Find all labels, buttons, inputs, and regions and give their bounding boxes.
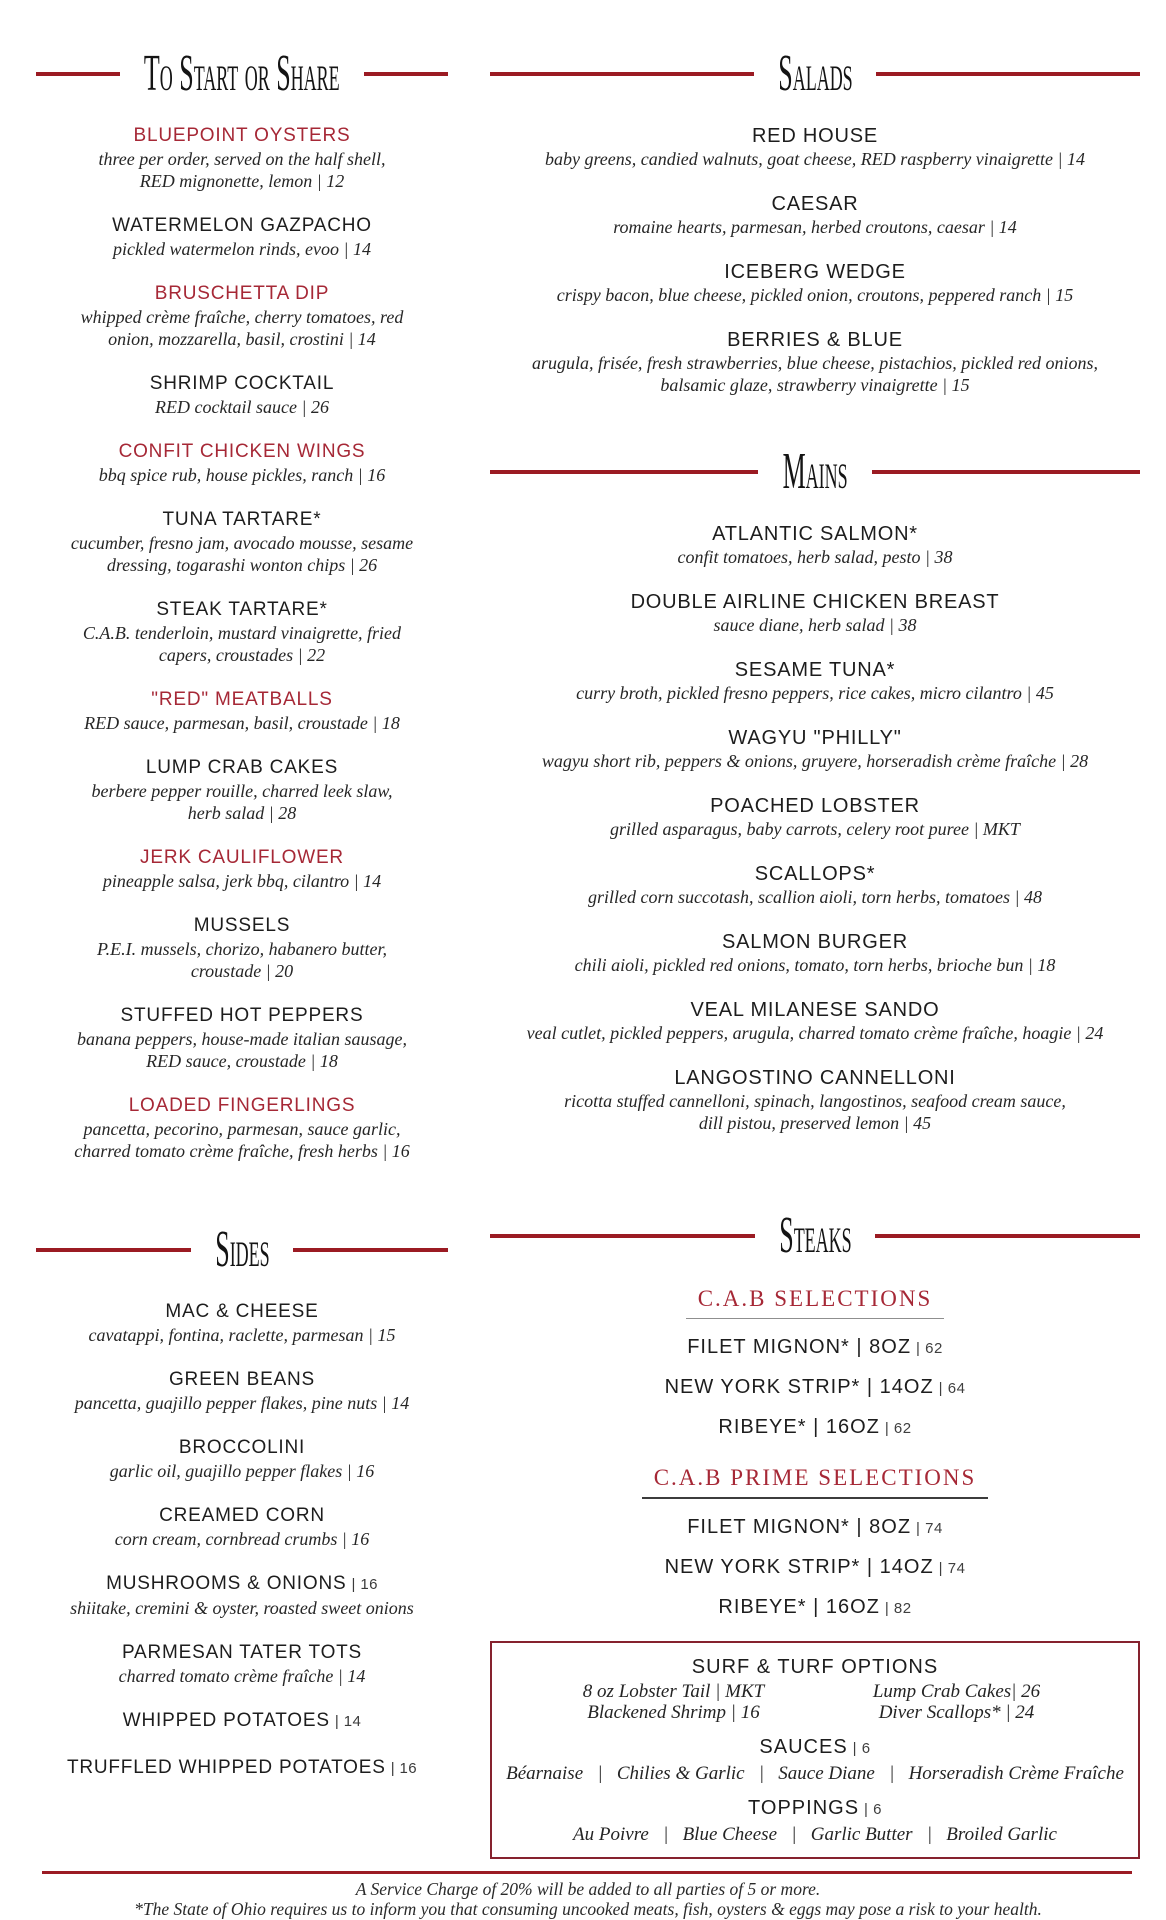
item-description (490, 750, 1140, 772)
item-name-text: STEAK TARTARE* (156, 599, 328, 620)
steak-item (490, 1415, 1140, 1441)
item-description (36, 396, 448, 418)
item-desc-line: RED sauce, croustade | 18 (146, 1051, 338, 1071)
section-steaks (490, 1207, 1140, 1859)
steak-list (490, 1335, 1140, 1441)
item-name-text: WATERMELON GAZPACHO (112, 215, 372, 236)
item-desc-line: three per order, served on the half shell, (98, 149, 386, 169)
item-description (490, 682, 1140, 704)
toppings-price: | 6 (864, 1801, 882, 1818)
item-name-text: BERRIES & BLUE (727, 329, 903, 351)
item-name (490, 726, 1140, 750)
item-desc-line: shiitake, cremini & oyster, roasted sweet onions (70, 1598, 414, 1618)
item-desc-line: garlic oil, guajillo pepper flakes | 16 (109, 1461, 375, 1481)
item-desc-line: pineapple salsa, jerk bbq, cilantro | 14 (102, 871, 382, 891)
item-desc-line: P.E.I. mussels, chorizo, habanero butter, (97, 939, 387, 959)
item-name-text: SALMON BURGER (722, 931, 908, 953)
item-name-text: POACHED LOBSTER (710, 795, 920, 817)
item-desc-line: banana peppers, house-made italian sausage, (77, 1029, 407, 1049)
item-desc-line: pancetta, guajillo pepper flakes, pine nuts | 14 (74, 1393, 410, 1413)
section-header (490, 1207, 1140, 1264)
item-list (36, 1300, 448, 1781)
item-name-text: MUSHROOMS & ONIONS (106, 1573, 347, 1594)
section-header (490, 443, 1140, 500)
section-title: Steaks (778, 1207, 852, 1264)
item-desc-line: herb salad | 28 (187, 803, 297, 823)
item-name-text: MUSSELS (193, 915, 291, 936)
steak-price: | 82 (884, 1600, 912, 1617)
toppings-title-text: TOPPINGS (748, 1797, 860, 1819)
menu-item (36, 1300, 448, 1346)
item-description (36, 238, 448, 260)
surf-turf-box (490, 1641, 1140, 1859)
item-desc-line: dressing, togarashi wonton chips | 26 (106, 555, 378, 575)
surf-turf-title: SURF & TURF OPTIONS (691, 1656, 939, 1678)
item-desc-line: grilled asparagus, baby carrots, celery root puree | MKT (610, 819, 1020, 839)
item-description (490, 284, 1140, 306)
header-rule-left (490, 1234, 755, 1238)
section-header (36, 1221, 448, 1278)
steak-item (490, 1335, 1140, 1361)
item-name-text: VEAL MILANESE SANDO (690, 999, 940, 1021)
item-desc-line: C.A.B. tenderloin, mustard vinaigrette, fried (82, 623, 402, 643)
item-description (36, 148, 448, 192)
menu-item (490, 124, 1140, 170)
steak-name: RIBEYE* | 16OZ (718, 1416, 880, 1438)
cab-selections-group (490, 1286, 1140, 1441)
item-name (36, 846, 448, 870)
item-description (36, 622, 448, 666)
item-desc-line: arugula, frisée, fresh strawberries, blue cheese, pistachios, pickled red onions, (531, 353, 1099, 373)
right-column (490, 45, 1140, 1859)
item-name (36, 508, 448, 532)
item-name (36, 282, 448, 306)
item-desc-line: grilled corn succotash, scallion aioli, torn herbs, tomatoes | 48 (588, 887, 1042, 907)
cab-prime-selections-heading: C.A.B PRIME SELECTIONS (642, 1465, 989, 1499)
item-description (36, 306, 448, 350)
item-name (36, 1641, 448, 1665)
cab-prime-selections-group (490, 1465, 1140, 1621)
section-title: Mains (782, 443, 848, 500)
section-header (36, 45, 448, 102)
menu-item (36, 214, 448, 260)
surf-turf-options (502, 1681, 1128, 1723)
item-name (36, 688, 448, 712)
item-desc-line: cavatappi, fontina, raclette, parmesan | 15 (88, 1325, 396, 1345)
item-name (490, 260, 1140, 284)
item-name-text: BROCCOLINI (178, 1437, 306, 1458)
steak-list (490, 1515, 1140, 1621)
item-description (490, 954, 1140, 976)
item-name (36, 914, 448, 938)
item-desc-line: bbq spice rub, house pickles, ranch | 16 (98, 465, 386, 485)
item-desc-line: charred tomato crème fraîche, fresh herbs | 16 (74, 1141, 410, 1161)
item-name (490, 794, 1140, 818)
header-rule-right (364, 72, 448, 76)
item-name-text: LANGOSTINO CANNELLONI (674, 1067, 956, 1089)
item-name (490, 192, 1140, 216)
menu-item (36, 598, 448, 666)
sauces-price: | 6 (852, 1740, 871, 1757)
section-salads (490, 45, 1140, 396)
steak-item (490, 1555, 1140, 1581)
section-title: Salads (777, 45, 853, 102)
menu-item (36, 1436, 448, 1482)
footer (36, 1879, 1140, 1919)
footer-service-charge: A Service Charge of 20% will be added to all parties of 5 or more. (355, 1878, 821, 1899)
item-name-text: PARMESAN TATER TOTS (121, 1642, 363, 1663)
header-rule-left (36, 72, 120, 76)
menu-item (490, 862, 1140, 908)
steak-name: RIBEYE* | 16OZ (718, 1596, 880, 1618)
menu-item (36, 914, 448, 982)
item-desc-line: cucumber, fresno jam, avocado mousse, sesame (70, 533, 414, 553)
menu-item (36, 1004, 448, 1072)
header-rule-right (872, 470, 1140, 474)
item-name (36, 124, 448, 148)
item-description (490, 818, 1140, 840)
header-rule-left (490, 72, 754, 76)
menu-item (36, 1504, 448, 1550)
item-description (36, 780, 448, 824)
surf-turf-option: Lump Crab Cakes| 26 (872, 1681, 1041, 1702)
item-name-text: TUNA TARTARE* (162, 509, 322, 530)
item-name (36, 1300, 448, 1324)
menu-item (36, 846, 448, 892)
item-name (490, 862, 1140, 886)
steak-item (490, 1515, 1140, 1541)
item-name (36, 440, 448, 464)
menu-item (490, 590, 1140, 636)
steak-price: | 74 (938, 1560, 966, 1577)
item-name-text: JERK CAULIFLOWER (140, 847, 344, 868)
item-desc-line: whipped crème fraîche, cherry tomatoes, red (80, 307, 404, 327)
item-name (490, 522, 1140, 546)
item-description (490, 546, 1140, 568)
item-name (490, 998, 1140, 1022)
surf-turf-row (532, 1681, 1098, 1702)
item-name-text: "RED" MEATBALLS (151, 689, 333, 710)
steak-name: FILET MIGNON* | 8OZ (687, 1336, 912, 1358)
header-rule-right (293, 1248, 448, 1252)
item-name (36, 1709, 448, 1734)
item-desc-line: confit tomatoes, herb salad, pesto | 38 (677, 547, 953, 567)
item-name (490, 658, 1140, 682)
item-description (36, 1460, 448, 1482)
item-name-text: ICEBERG WEDGE (724, 261, 906, 283)
item-description (490, 148, 1140, 170)
menu-item (490, 930, 1140, 976)
cab-selections-heading: C.A.B SELECTIONS (686, 1286, 945, 1319)
sauces-title (502, 1735, 1128, 1761)
menu-item (490, 260, 1140, 306)
menu-item (36, 124, 448, 192)
item-description (36, 532, 448, 576)
item-description (36, 1118, 448, 1162)
item-name (490, 328, 1140, 352)
item-name-text: CONFIT CHICKEN WINGS (118, 441, 366, 462)
item-desc-line: curry broth, pickled fresno peppers, rice cakes, micro cilantro | 45 (576, 683, 1054, 703)
menu-item (490, 1066, 1140, 1134)
item-name (36, 1368, 448, 1392)
item-desc-line: baby greens, candied walnuts, goat cheese, RED raspberry vinaigrette | 14 (544, 149, 1085, 169)
menu-item (36, 372, 448, 418)
item-desc-line: pickled watermelon rinds, evoo | 14 (113, 239, 371, 259)
header-rule-left (490, 470, 758, 474)
item-desc-line: ricotta stuffed cannelloni, spinach, langostinos, seafood cream sauce, (564, 1091, 1066, 1111)
item-price: | 16 (351, 1576, 378, 1593)
steak-price: | 62 (916, 1340, 943, 1357)
item-desc-line: RED mignonette, lemon | 12 (139, 171, 345, 191)
menu-item (36, 1709, 448, 1734)
item-desc-line: wagyu short rib, peppers & onions, gruyere, horseradish crème fraîche | 28 (541, 751, 1089, 771)
menu-item (36, 1094, 448, 1162)
item-description (36, 1528, 448, 1550)
item-name-text: LUMP CRAB CAKES (145, 757, 339, 778)
item-description (490, 352, 1140, 396)
left-column (36, 45, 448, 1803)
item-name-text: CAESAR (771, 193, 859, 215)
menu-item (36, 282, 448, 350)
steak-name: NEW YORK STRIP* | 14OZ (664, 1376, 934, 1398)
item-price: | 16 (390, 1760, 418, 1777)
item-name-text: GREEN BEANS (168, 1369, 316, 1390)
item-description (36, 938, 448, 982)
item-desc-line: sauce diane, herb salad | 38 (713, 615, 917, 635)
menu-item (36, 688, 448, 734)
item-description (490, 614, 1140, 636)
menu-item (36, 1572, 448, 1619)
item-name (36, 1572, 448, 1597)
menu-item (36, 756, 448, 824)
item-name (36, 372, 448, 396)
item-desc-line: croustade | 20 (190, 961, 294, 981)
item-name-text: SESAME TUNA* (734, 659, 896, 681)
footer-health-warning: *The State of Ohio requires us to inform you that consuming uncooked meats, fish, oysters & eggs may pose a risk to your health. (134, 1898, 1042, 1919)
item-desc-line: charred tomato crème fraîche | 14 (118, 1666, 366, 1686)
item-description (490, 1090, 1140, 1134)
steak-item (490, 1595, 1140, 1621)
item-description (36, 1028, 448, 1072)
item-desc-line: berbere pepper rouille, charred leek slaw, (91, 781, 393, 801)
item-desc-line: onion, mozzarella, basil, crostini | 14 (108, 329, 376, 349)
steak-name: NEW YORK STRIP* | 14OZ (664, 1556, 934, 1578)
item-description (36, 1392, 448, 1414)
item-desc-line: dill pistou, preserved lemon | 45 (698, 1113, 932, 1133)
item-list (36, 124, 448, 1162)
section-title: To Start or Share (144, 45, 340, 102)
toppings-list: Au Poivre | Blue Cheese | Garlic Butter | Broiled Garlic (573, 1824, 1057, 1845)
item-name (36, 1004, 448, 1028)
item-name (36, 598, 448, 622)
item-desc-line: crispy bacon, blue cheese, pickled onion, croutons, peppered ranch | 15 (556, 285, 1074, 305)
item-name-text: SCALLOPS* (754, 863, 876, 885)
item-name-text: BLUEPOINT OYSTERS (133, 125, 351, 146)
item-name-text: LOADED FINGERLINGS (128, 1095, 356, 1116)
item-name-text: SHRIMP COCKTAIL (149, 373, 335, 394)
item-name (490, 590, 1140, 614)
header-rule-right (875, 1234, 1140, 1238)
item-description (36, 464, 448, 486)
item-desc-line: capers, croustades | 22 (158, 645, 326, 665)
menu-item (490, 522, 1140, 568)
sauces-list: Béarnaise | Chilies & Garlic | Sauce Diane | Horseradish Crème Fraîche (506, 1763, 1124, 1784)
menu-item (490, 726, 1140, 772)
item-name-text: ATLANTIC SALMON* (712, 523, 918, 545)
toppings-title (502, 1796, 1128, 1822)
section-sides (36, 1221, 448, 1781)
menu-item (36, 508, 448, 576)
item-name-text: DOUBLE AIRLINE CHICKEN BREAST (630, 591, 1000, 613)
item-price: | 14 (334, 1713, 362, 1730)
surf-turf-option: Blackened Shrimp | 16 (587, 1702, 760, 1723)
header-rule-right (876, 72, 1140, 76)
menu-item (36, 1368, 448, 1414)
menu-item (36, 1756, 448, 1781)
item-list (490, 522, 1140, 1134)
item-name-text: STUFFED HOT PEPPERS (120, 1005, 364, 1026)
item-desc-line: RED cocktail sauce | 26 (155, 397, 329, 417)
menu-item (490, 192, 1140, 238)
item-description (36, 1665, 448, 1687)
item-name (36, 1504, 448, 1528)
item-name (36, 1756, 448, 1781)
header-rule-left (36, 1248, 191, 1252)
item-name-text: TRUFFLED WHIPPED POTATOES (66, 1757, 386, 1778)
item-name-text: WHIPPED POTATOES (122, 1710, 330, 1731)
steak-price: | 64 (938, 1380, 966, 1397)
item-description (36, 1324, 448, 1346)
item-name (36, 1094, 448, 1118)
menu-item (490, 658, 1140, 704)
surf-turf-option: Diver Scallops* | 24 (878, 1702, 1035, 1723)
item-desc-line: corn cream, cornbread crumbs | 16 (114, 1529, 370, 1549)
section-mains (490, 443, 1140, 1134)
menu-item (490, 328, 1140, 396)
item-name (490, 1066, 1140, 1090)
item-desc-line: RED sauce, parmesan, basil, croustade | 18 (84, 713, 400, 733)
item-name-text: MAC & CHEESE (165, 1301, 319, 1322)
item-description (490, 886, 1140, 908)
surf-turf-option: 8 oz Lobster Tail | MKT (582, 1681, 765, 1702)
item-description (490, 216, 1140, 238)
footer-divider (42, 1871, 1132, 1874)
item-description (36, 712, 448, 734)
sauces-title-text: SAUCES (759, 1736, 848, 1758)
item-desc-line: romaine hearts, parmesan, herbed croutons, caesar | 14 (613, 217, 1017, 237)
steak-item (490, 1375, 1140, 1401)
item-desc-line: chili aioli, pickled red onions, tomato, torn herbs, brioche bun | 18 (574, 955, 1056, 975)
item-name-text: WAGYU "PHILLY" (728, 727, 902, 749)
menu-item (36, 1641, 448, 1687)
item-name-text: RED HOUSE (751, 125, 879, 147)
section-title: Sides (214, 1221, 270, 1278)
surf-turf-row (532, 1702, 1098, 1723)
section-header (490, 45, 1140, 102)
item-description (490, 1022, 1140, 1044)
item-desc-line: balsamic glaze, strawberry vinaigrette | 15 (660, 375, 970, 395)
item-desc-line: pancetta, pecorino, parmesan, sauce garlic, (83, 1119, 401, 1139)
steak-price: | 74 (916, 1520, 943, 1537)
menu-columns (36, 45, 1140, 1859)
steak-name: FILET MIGNON* | 8OZ (687, 1516, 912, 1538)
menu-item (490, 998, 1140, 1044)
item-name-text: BRUSCHETTA DIP (154, 283, 330, 304)
item-name-text: CREAMED CORN (159, 1505, 325, 1526)
item-name (36, 214, 448, 238)
item-description (36, 870, 448, 892)
item-name (36, 1436, 448, 1460)
item-description (36, 1597, 448, 1619)
menu-item (490, 794, 1140, 840)
item-name (36, 756, 448, 780)
section-to-start-or-share (36, 45, 448, 1162)
steak-price: | 62 (884, 1420, 912, 1437)
item-desc-line: veal cutlet, pickled peppers, arugula, charred tomato crème fraîche, hoagie | 24 (526, 1023, 1104, 1043)
menu-item (36, 440, 448, 486)
item-name (490, 124, 1140, 148)
item-list (490, 124, 1140, 396)
item-name (490, 930, 1140, 954)
